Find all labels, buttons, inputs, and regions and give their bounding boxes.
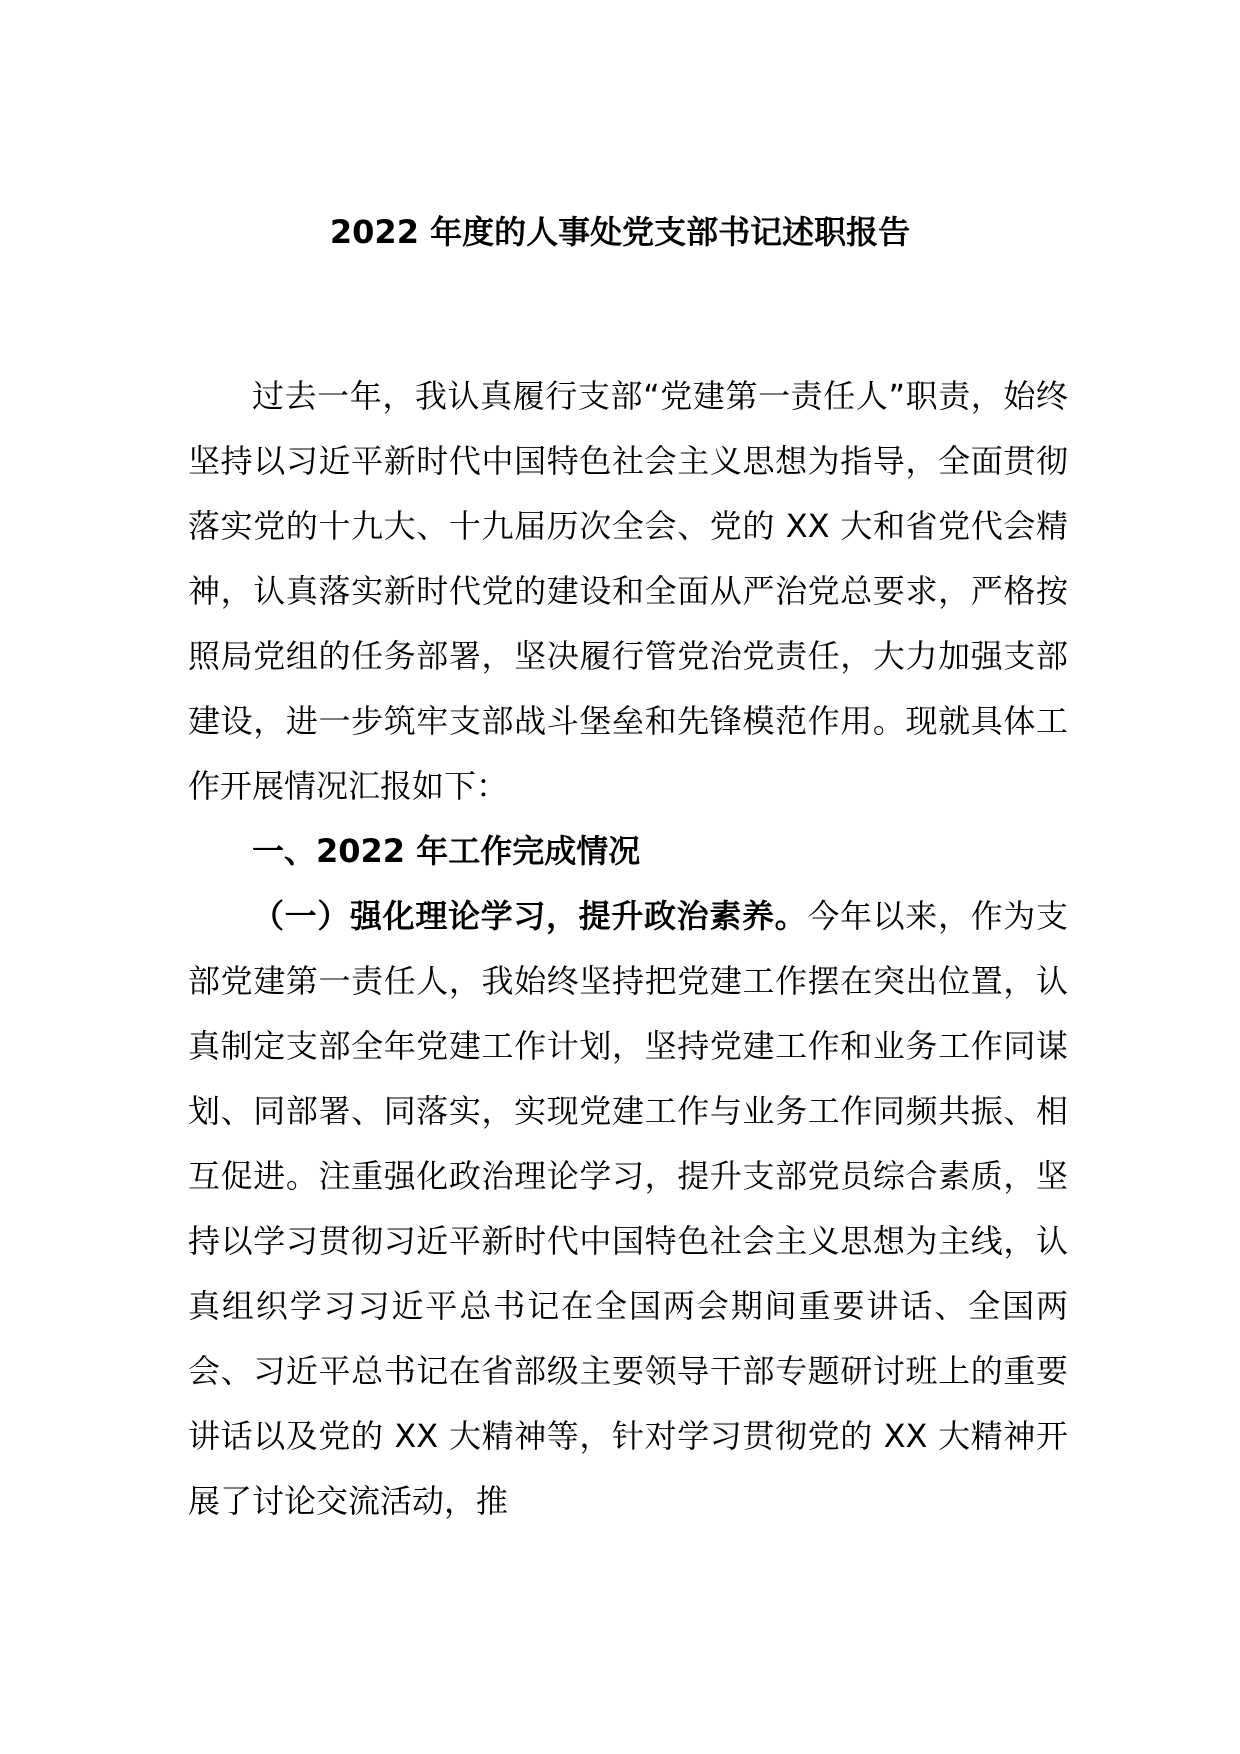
subsection-paragraph (188, 884, 1068, 1534)
subsection-lead: （一）强化理论学习，提升政治素养。 (252, 897, 808, 935)
section-heading: 一、2022 年工作完成情况 (252, 832, 641, 870)
document-body (188, 364, 1068, 1534)
intro-paragraph: 过去一年，我认真履行支部“党建第一责任人”职责，始终坚持以习近平新时代中国特色社会主义思想为指导，全面贯彻落实党的十九大、十九届历次全会、党的 XX 大和省党代会精神，认真落实新时代党的建设和全面从严治党总要求，严格按照局党组的任务部署，坚决履行管党治党责任，大力加强支部建设，进一步筑牢支部战斗堡垒和先锋模范作用。现就具体工作开展情况汇报如下： (188, 377, 1068, 805)
document-title: 2022 年度的人事处党支部书记述职报告 (329, 213, 911, 251)
subsection-body: 今年以来，作为支部党建第一责任人，我始终坚持把党建工作摆在突出位置，认真制定支部全年党建工作计划，坚持党建工作和业务工作同谋划、同部署、同落实，实现党建工作与业务工作同频共振、相互促进。注重强化政治理论学习，提升支部党员综合素质，坚持以学习贯彻习近平新时代中国特色社会主义思想为主线，认真组织学习习近平总书记在全国两会期间重要讲话、全国两会、习近平总书记在省部级主要领导干部专题研讨班上的重要讲话以及党的 XX 大精神等，针对学习贯彻党的 XX 大精神开展了讨论交流活动，推 (188, 897, 1068, 1520)
